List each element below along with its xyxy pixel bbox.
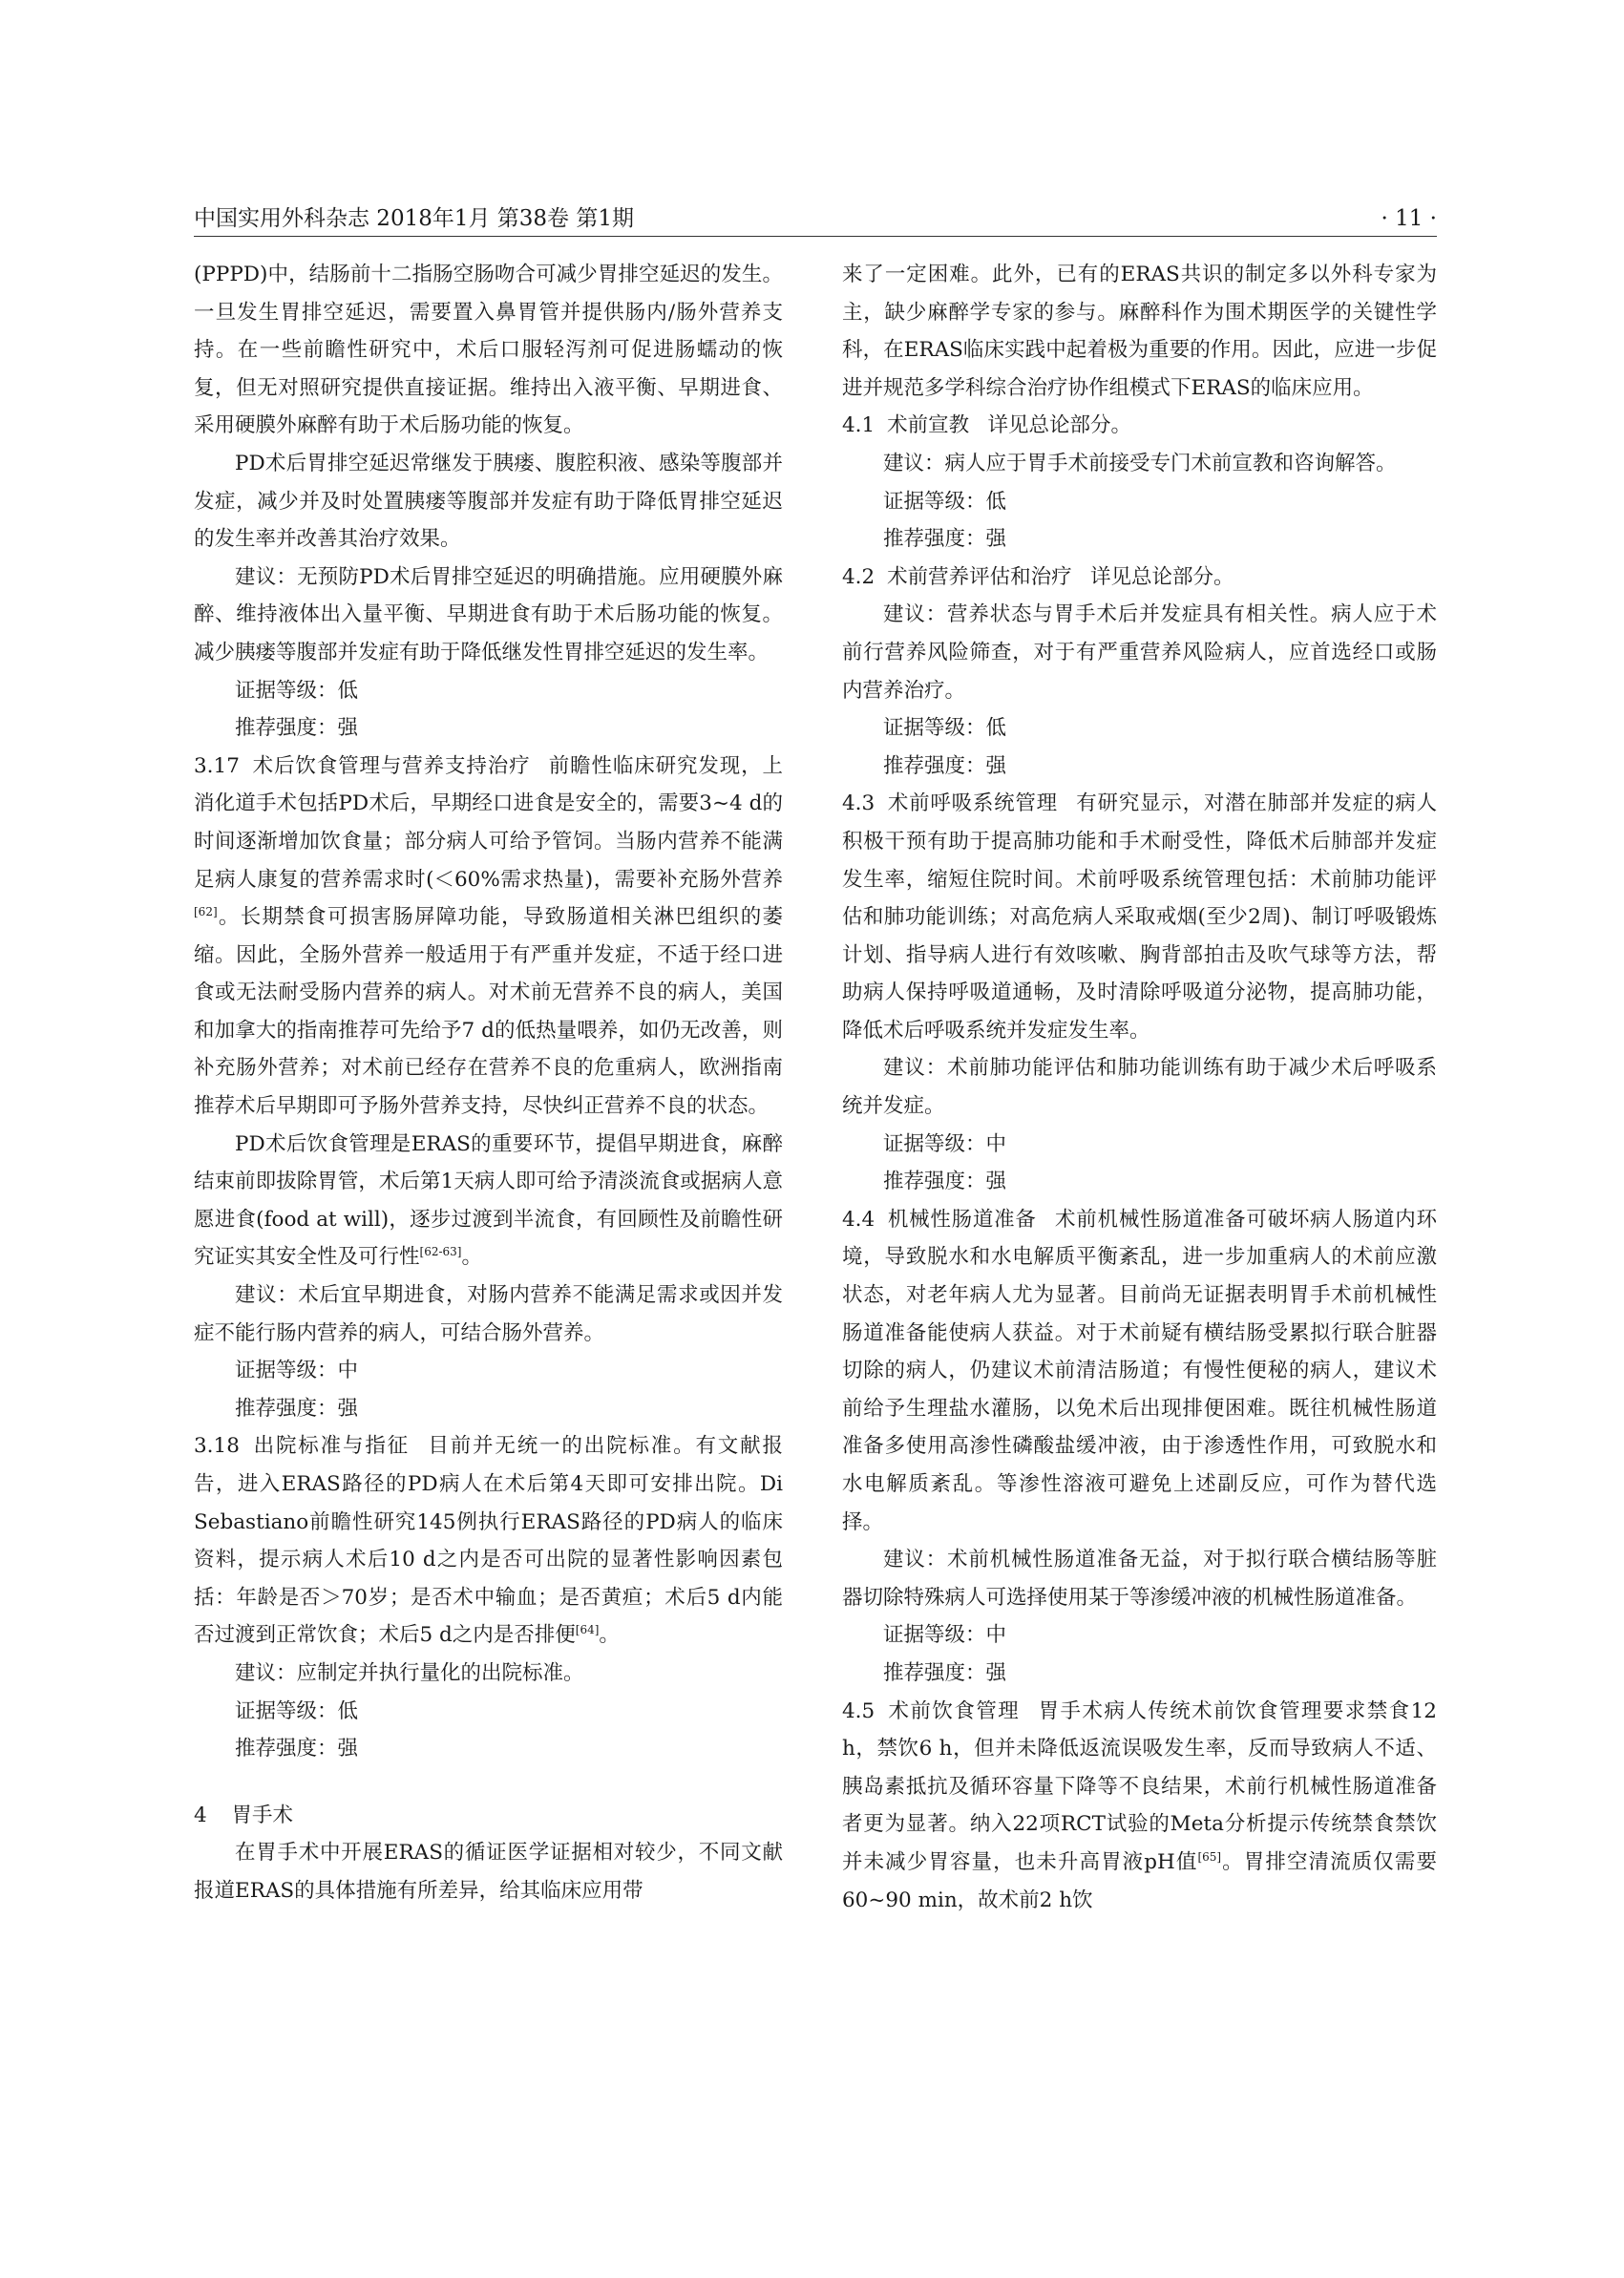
citation: [64]: [575, 1623, 600, 1637]
section-4-4: [842, 1201, 1437, 1541]
section-number: 4.5: [842, 1698, 875, 1723]
section-text: 详见总论部分。: [987, 413, 1131, 438]
recommendation-strength: 推荐强度：强: [883, 527, 1007, 552]
recommendation: 建议：营养状态与胃手术后并发症具有相关性。病人应于术前行营养风险筛查，对于有严重营养风险病人，应首选经口或肠内营养治疗。: [842, 602, 1437, 703]
section-number: 4: [194, 1803, 207, 1827]
recommendation-strength: 推荐强度：强: [235, 1396, 359, 1421]
header-rule: [194, 236, 1437, 237]
paragraph: 在胃手术中开展ERAS的循证医学证据相对较少，不同文献报道ERAS的具体措施有所差异，给其临床应用带: [194, 1841, 783, 1903]
section-text: 目前并无统一的出院标准。有文献报告，进入ERAS路径的PD病人在术后第4天即可安排出院。Di Sebastiano前瞻性研究145例执行ERAS路径的PD病人的临床资料，提示病人术后10 d之内是否可出院的显著性影响因素包括：年龄是否＞70岁；是否术中输血；是否黄疸；术后5 d内能否过渡到正常饮食；术后5 d之内是否排便: [194, 1434, 783, 1648]
evidence-grade: 证据等级：低: [883, 716, 1007, 741]
recommendation: 建议：无预防PD术后胃排空延迟的明确措施。应用硬膜外麻醉、维持液体出入量平衡、早期进食有助于术后肠功能的恢复。减少胰瘘等腹部并发症有助于降低继发性胃排空延迟的发生率。: [194, 564, 783, 664]
section-title: 术前营养评估和治疗: [887, 564, 1072, 589]
section-number: 4.4: [842, 1207, 875, 1232]
recommendation-strength: 推荐强度：强: [235, 716, 359, 741]
recommendation-strength: 推荐强度：强: [883, 753, 1007, 778]
recommendation: 建议：病人应于胃手术前接受专门术前宣教和咨询解答。: [883, 451, 1397, 475]
recommendation: 建议：术前机械性肠道准备无益，对于拟行联合横结肠等脏器切除特殊病人可选择使用某于等渗缓冲液的机械性肠道准备。: [842, 1548, 1437, 1610]
section-4-5: [842, 1693, 1437, 1920]
paragraph: PD术后饮食管理是ERAS的重要环节，提倡早期进食，麻醉结束前即拔除胃管，术后第1天病人即可给予清淡流食或据病人意愿进食(food at will)，逐步过渡到半流食，有回顾性及前瞻性研究证实其安全性及可行性[62-63]。: [194, 1131, 783, 1270]
section-title: 出院标准与指征: [251, 1434, 411, 1459]
journal-info: 中国实用外科杂志 2018年1月 第38卷 第1期: [194, 206, 634, 231]
evidence-grade: 证据等级：中: [883, 1131, 1007, 1156]
paragraph: (PPPD)中，结肠前十二指肠空肠吻合可减少胃排空延迟的发生。一旦发生胃排空延迟，需要置入鼻胃管并提供肠内/肠外营养支持。在一些前瞻性研究中，术后口服轻泻剂可促进肠蠕动的恢复，但无对照研究提供直接证据。维持出入液平衡、早期进食、采用硬膜外麻醉有助于术后肠功能的恢复。: [194, 263, 783, 438]
section-text: 详见总论部分。: [1089, 564, 1234, 589]
left-column: [194, 256, 783, 2127]
section-3-17: [194, 748, 783, 1126]
section-title: 术前呼吸系统管理: [887, 791, 1058, 816]
citation: [62-63]: [419, 1245, 462, 1259]
evidence-grade: 证据等级：低: [235, 1698, 359, 1723]
section-title: 术前饮食管理: [887, 1698, 1021, 1723]
evidence-grade: 证据等级：低: [883, 489, 1007, 514]
section-number: 4.3: [842, 791, 875, 816]
right-column: [842, 256, 1437, 2127]
recommendation: 建议：应制定并执行量化的出院标准。: [235, 1660, 584, 1685]
citation: [62]: [194, 905, 218, 919]
section-text: 前瞻性临床研究发现，上消化道手术包括PD术后，早期经口进食是安全的，需要3~4 d的时间逐渐增加饮食量；部分病人可给予管饲。当肠内营养不能满足病人康复的营养需求时(＜60%需求热量)，需要补充肠外营养: [194, 753, 783, 892]
section-title: 胃手术: [231, 1803, 293, 1827]
section-4-1: [842, 407, 1437, 445]
section-title: 术前宣教: [887, 413, 970, 438]
page-number: · 11 ·: [1381, 206, 1437, 231]
recommendation-strength: 推荐强度：强: [883, 1170, 1007, 1194]
evidence-grade: 证据等级：低: [235, 678, 359, 703]
section-4-3: [842, 785, 1437, 1049]
evidence-grade: 证据等级：中: [235, 1359, 359, 1383]
section-text: 术前机械性肠道准备可破坏病人肠道内环境，导致脱水和水电解质平衡紊乱，进一步加重病人的术前应激状态，对老年病人尤为显著。目前尚无证据表明胃手术前机械性肠道准备能使病人获益。对于术前疑有横结肠受累拟行联合脏器切除的病人，仍建议术前清洁肠道；有慢性便秘的病人，建议术前给予生理盐水灌肠，以免术后出现排便困难。既往机械性肠道准备多使用高渗性磷酸盐缓冲液，由于渗透性作用，可致脱水和水电解质紊乱。等渗性溶液可避免上述副反应，可作为替代选择。: [842, 1207, 1437, 1534]
section-title: 机械性肠道准备: [887, 1207, 1037, 1232]
section-number: 4.2: [842, 564, 875, 589]
section-text: 。长期禁食可损害肠屏障功能，导致肠道相关淋巴组织的萎缩。因此，全肠外营养一般适用于有严重并发症，不适于经口进食或无法耐受肠内营养的病人。对术前无营养不良的病人，美国和加拿大的指南推荐可先给予7 d的低热量喂养，如仍无改善，则补充肠外营养；对术前已经存在营养不良的危重病人，欧洲指南推荐术后早期即可予肠外营养支持，尽快纠正营养不良的状态。: [194, 905, 783, 1119]
section-text: 有研究显示，对潜在肺部并发症的病人积极干预有助于提高肺功能和手术耐受性，降低术后肺部并发症发生率，缩短住院时间。术前呼吸系统管理包括：术前肺功能评估和肺功能训练；对高危病人采取戒烟(至少2周)、制订呼吸锻炼计划、指导病人进行有效咳嗽、胸背部拍击及吹气球等方法，帮助病人保持呼吸道通畅，及时清除呼吸道分泌物，提高肺功能，降低术后呼吸系统并发症发生率。: [842, 791, 1437, 1043]
section-number: 3.18: [194, 1434, 240, 1459]
section-4-heading: [194, 1797, 783, 1835]
section-3-18: 3.18 出院标准与指征 目前并无统一的出院标准。有文献报告，进入ERAS路径的PD病人在术后第4天即可安排出院。Di Sebastiano前瞻性研究145例执行ERAS路径的PD病人的临床资料，提示病人术后10 d之内是否可出院的显著性影响因素包括：年龄是否＞70岁；是否术中输血；是否黄疸；术后5 d内能否过渡到正常饮食；术后5 d之内是否排便[64]。: [194, 1434, 783, 1648]
running-header: [194, 202, 1437, 237]
section-title: 术后饮食管理与营养支持治疗: [251, 753, 531, 778]
recommendation-strength: 推荐强度：强: [883, 1660, 1007, 1685]
paragraph: PD术后胃排空延迟常继发于胰瘘、腹腔积液、感染等腹部并发症，减少并及时处置胰瘘等腹部并发症有助于降低胃排空延迟的发生率并改善其治疗效果。: [194, 451, 783, 552]
section-text: 胃手术病人传统术前饮食管理要求禁食12 h，禁饮6 h，但并未降低返流误吸发生率，反而导致病人不适、胰岛素抵抗及循环容量下降等不良结果，术前行机械性肠道准备者更为显著。纳入22项RCT试验的Meta分析提示传统禁食禁饮并未减少胃容量，也未升高胃液pH值: [842, 1698, 1437, 1874]
evidence-grade: 证据等级：中: [883, 1623, 1007, 1648]
paragraph: 来了一定困难。此外，已有的ERAS共识的制定多以外科专家为主，缺少麻醉学专家的参与。麻醉科作为围术期医学的关键性学科，在ERAS临床实践中起着极为重要的作用。因此，应进一步促进并规范多学科综合治疗协作组模式下ERAS的临床应用。: [842, 263, 1437, 400]
section-text: 。胃排空清流质仅需要60~90 min，故术前2 h饮: [842, 1849, 1437, 1912]
recommendation-strength: 推荐强度：强: [235, 1737, 359, 1761]
citation: [65]: [1197, 1849, 1222, 1864]
recommendation: 建议：术后宜早期进食，对肠内营养不能满足需求或因并发症不能行肠内营养的病人，可结合肠外营养。: [194, 1283, 783, 1345]
section-number: 4.1: [842, 413, 875, 438]
recommendation: 建议：术前肺功能评估和肺功能训练有助于减少术后呼吸系统并发症。: [842, 1056, 1437, 1119]
section-number: 3.17: [194, 753, 240, 778]
section-4-2: [842, 559, 1437, 597]
